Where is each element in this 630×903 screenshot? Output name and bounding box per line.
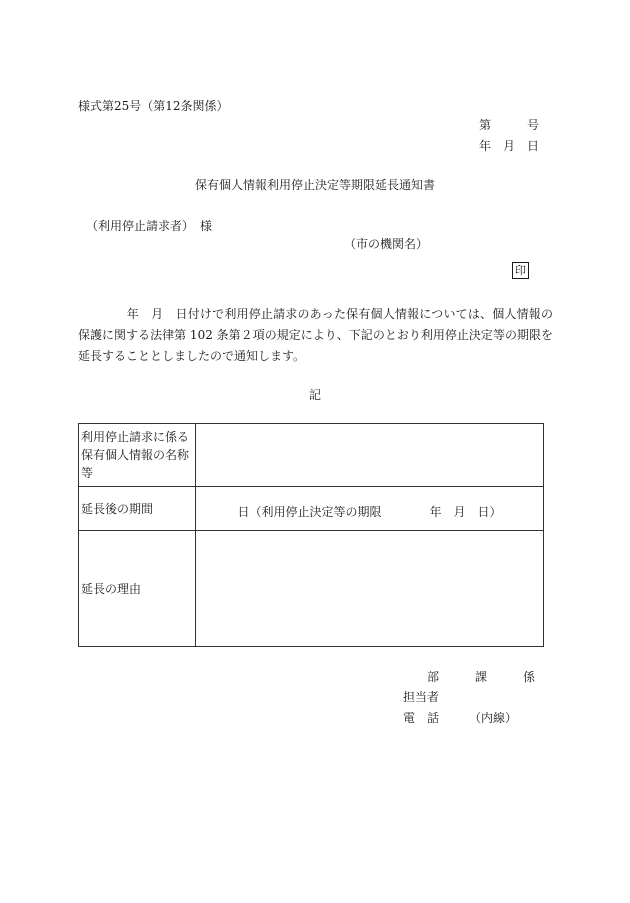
contact-department: 部 課 係: [427, 670, 536, 684]
contact-phone: 電 話 （内線）: [403, 711, 518, 725]
row-label-info-name: 利用停止請求に係る 保有個人情報の名称 等: [81, 430, 190, 480]
issuer-name: （市の機関名）: [344, 237, 429, 251]
document-title: 保有個人情報利用停止決定等期限延長通知書: [194, 178, 435, 192]
seal-mark: 印: [512, 262, 529, 279]
table-row-divider: [79, 530, 543, 531]
row-value-extended-period: 日（利用停止決定等の期限 年 月 日）: [237, 505, 502, 519]
table-column-divider: [195, 424, 196, 646]
body-paragraph: 年 月 日付けで利用停止請求のあった保有個人情報については、個人情報の保護に関する法律第 102 条第２項の規定により、下記のとおり利用停止決定等の期限を延長することとしましたので通知します。: [78, 307, 553, 363]
ki-heading: 記: [308, 388, 321, 402]
details-table: [78, 423, 544, 647]
table-row-divider: [79, 486, 543, 487]
contact-person: 担当者: [403, 690, 440, 704]
row-label-extended-period: 延長後の期間: [81, 502, 154, 516]
document-date: 年 月 日: [479, 139, 540, 153]
addressee: （利用停止請求者） 様: [86, 219, 213, 233]
row-label-extension-reason: 延長の理由: [81, 582, 142, 596]
document-number: 第 号: [479, 118, 540, 132]
form-number-label: 様式第25号（第12条関係）: [78, 99, 229, 113]
